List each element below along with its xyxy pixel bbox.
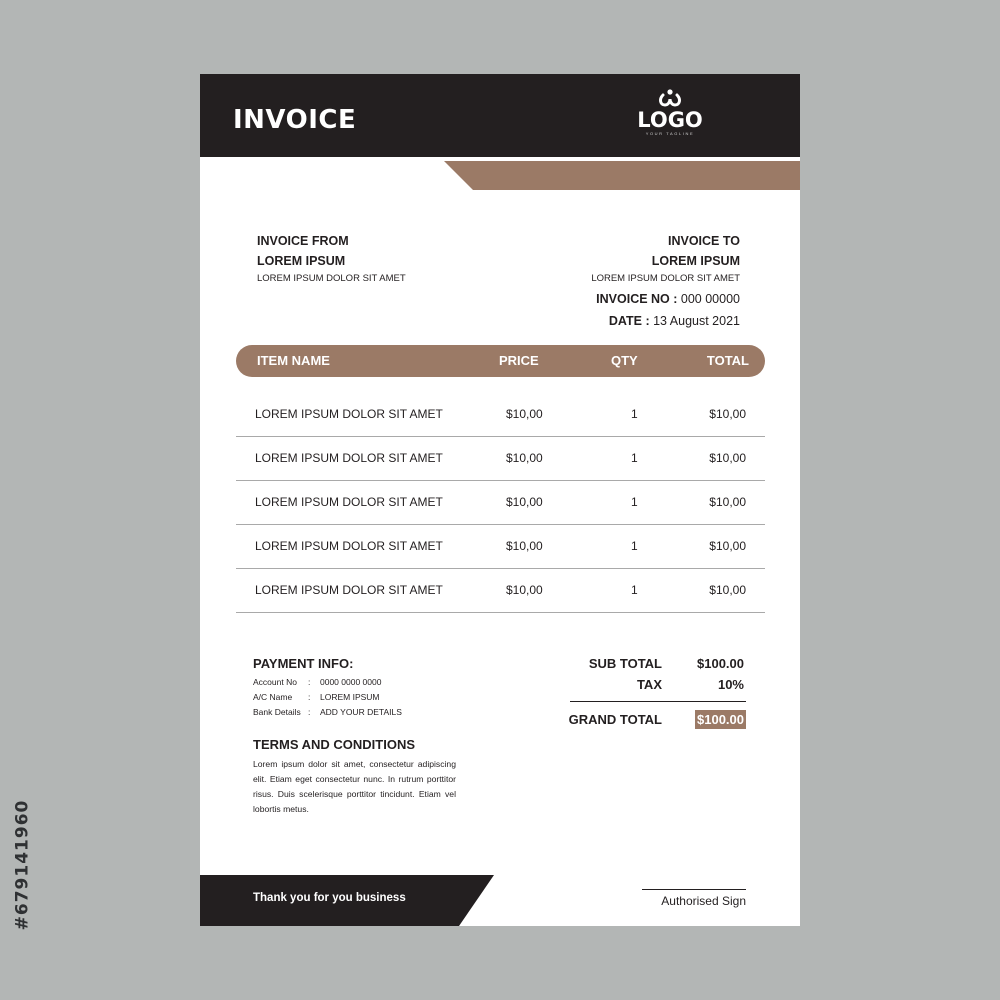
logo-tagline: YOUR TAGLINE <box>645 131 695 136</box>
table-row <box>236 436 765 481</box>
row-item: LOREM IPSUM DOLOR SIT AMET <box>255 495 443 509</box>
payment-label-bank: Bank Details <box>253 707 301 717</box>
invoice-from-label: INVOICE FROM <box>257 234 349 248</box>
subtotal-value: $100.00 <box>697 656 744 671</box>
row-price: $10,00 <box>506 451 543 465</box>
table-row <box>236 392 765 437</box>
row-price: $10,00 <box>506 539 543 553</box>
row-total: $10,00 <box>709 407 746 421</box>
thank-you-text: Thank you for you business <box>253 892 406 904</box>
col-total: TOTAL <box>706 353 749 368</box>
logo-text: LOGO <box>637 108 703 132</box>
table-row <box>236 480 765 525</box>
invoice-date-value: 13 August 2021 <box>653 314 740 328</box>
row-item: LOREM IPSUM DOLOR SIT AMET <box>255 539 443 553</box>
row-total: $10,00 <box>709 583 746 597</box>
row-item: LOREM IPSUM DOLOR SIT AMET <box>255 407 443 421</box>
payment-label-account: Account No <box>253 677 297 687</box>
grand-total-value: $100.00 <box>697 712 744 727</box>
table-row <box>236 524 765 569</box>
invoice-document <box>200 74 800 926</box>
summary-divider <box>570 701 746 702</box>
row-qty: 1 <box>631 451 638 465</box>
row-price: $10,00 <box>506 407 543 421</box>
row-total: $10,00 <box>709 539 746 553</box>
invoice-to-name: LOREM IPSUM <box>651 254 740 268</box>
accent-band <box>200 74 800 194</box>
tax-label: TAX <box>636 677 662 692</box>
row-total: $10,00 <box>709 495 746 509</box>
row-price: $10,00 <box>506 495 543 509</box>
payment-value-ac-name: LOREM IPSUM <box>320 692 380 702</box>
payment-sep: : <box>308 692 311 702</box>
invoice-date-label: DATE : <box>608 314 650 328</box>
signature-line <box>642 889 746 890</box>
col-price: PRICE <box>499 353 539 368</box>
invoice-number-label: INVOICE NO : <box>596 292 678 306</box>
invoice-number-value: 000 00000 <box>680 292 740 306</box>
table-row <box>236 568 765 613</box>
invoice-from-address: LOREM IPSUM DOLOR SIT AMET <box>257 273 406 284</box>
row-total: $10,00 <box>709 451 746 465</box>
row-price: $10,00 <box>506 583 543 597</box>
invoice-to-address: LOREM IPSUM DOLOR SIT AMET <box>591 273 740 284</box>
payment-sep: : <box>308 707 311 717</box>
table-header <box>236 345 765 377</box>
invoice-title: INVOICE <box>233 105 357 135</box>
invoice-date <box>609 314 740 328</box>
payment-value-bank: ADD YOUR DETAILS <box>320 707 402 717</box>
row-qty: 1 <box>631 407 638 421</box>
tax-value: 10% <box>717 677 744 692</box>
row-qty: 1 <box>631 583 638 597</box>
payment-label-ac-name: A/C Name <box>253 692 293 702</box>
subtotal-label: SUB TOTAL <box>588 656 662 671</box>
row-item: LOREM IPSUM DOLOR SIT AMET <box>255 451 443 465</box>
authorised-sign: Authorised Sign <box>661 894 746 908</box>
terms-heading: TERMS AND CONDITIONS <box>253 737 416 752</box>
invoice-to-label: INVOICE TO <box>667 234 740 248</box>
invoice-from-name: LOREM IPSUM <box>257 254 346 268</box>
row-item: LOREM IPSUM DOLOR SIT AMET <box>255 583 443 597</box>
terms-text: Lorem ipsum dolor sit amet, consectetur adipiscing elit. Etiam eget consectetur nunc. In rutrum porttitor risus. Duis scelerisque porttitor tincidunt. Etiam vel lobortis metus. <box>253 759 456 814</box>
payment-value-account: 0000 0000 0000 <box>320 677 382 687</box>
row-qty: 1 <box>631 495 638 509</box>
col-qty: QTY <box>611 353 638 368</box>
stock-id-label: #679141960 <box>12 799 33 931</box>
invoice-number <box>596 292 740 306</box>
row-qty: 1 <box>631 539 638 553</box>
payment-sep: : <box>308 677 311 687</box>
payment-info-heading: PAYMENT INFO: <box>253 656 354 671</box>
col-item-name: ITEM NAME <box>257 353 330 368</box>
grand-total-label: GRAND TOTAL <box>568 712 662 727</box>
